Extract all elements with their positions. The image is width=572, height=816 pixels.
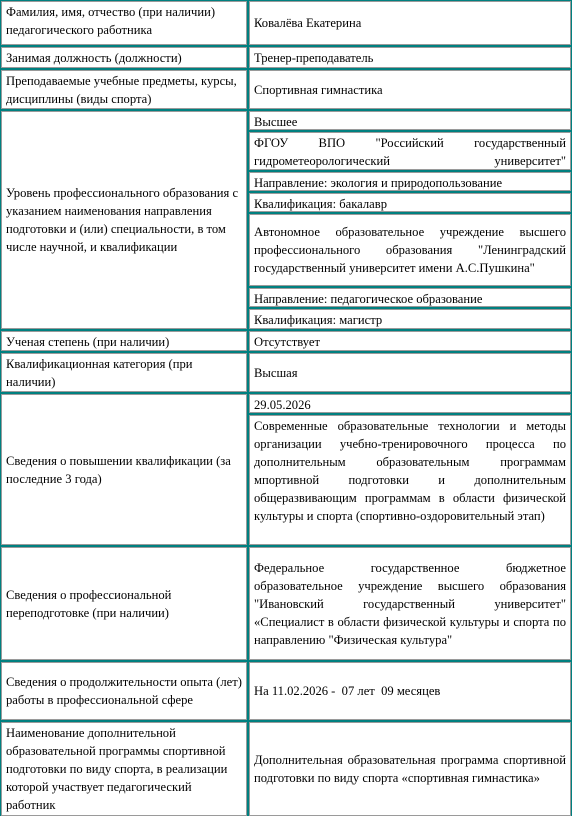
label-academic-degree: Ученая степень (при наличии) — [1, 331, 247, 351]
value-qualification-category-text: Высшая — [254, 365, 298, 380]
label-professional-development — [1, 394, 247, 545]
label-retraining — [1, 547, 247, 660]
value-position: Тренер-преподаватель — [249, 47, 571, 68]
label-position: Занимая должность (должности) — [1, 47, 247, 68]
label-professional-development-text: Сведения о повышении квалификации (за последние 3 года) — [6, 453, 231, 486]
label-retraining-text: Сведения о профессиональной переподготовке (при наличии) — [6, 587, 172, 620]
value-sports-program-text: Дополнительная образовательная программа спортивной подготовки по виду спорта «спортивная гимнастика» — [254, 753, 566, 785]
education-institution-2 — [249, 214, 571, 286]
value-subjects — [249, 70, 571, 109]
label-subjects: Преподаваемые учебные предметы, курсы, дисциплины (виды спорта) — [1, 70, 247, 109]
value-retraining — [249, 547, 571, 660]
value-subjects-text: Спортивная гимнастика — [254, 82, 383, 97]
label-full-name: Фамилия, имя, отчество (при наличии) педагогического работника — [1, 1, 247, 45]
value-qualification-category — [249, 353, 571, 392]
professional-development-course: Современные образовательные технологии и методы организации учебно-тренировочного процесса по дополнительным образовательным программам мпортивной подготовки и дополнительным общеразвивающим программам в области физической культуры и спорта (спортивно-оздоровительный этап) — [249, 415, 571, 545]
label-sports-program: Наименование дополнительной образовательной программы спортивной подготовки по виду спорта, в реализации которой участвует педагогический работник — [1, 722, 247, 816]
label-work-experience-text: Сведения о продолжительности опыта (лет) работы в профессиональной сфере — [6, 675, 242, 707]
education-level: Высшее — [249, 111, 571, 130]
education-institution-2-text: Автономное образовательное учреждение высшего профессионального образования "Ленинградский государственный университет имени А.С.Пушкина" — [254, 225, 566, 275]
education-direction-1: Направление: экология и природопользование — [249, 172, 571, 191]
value-academic-degree: Отсутствует — [249, 331, 571, 351]
value-work-experience-text: На 11.02.2026 - 07 лет 09 месяцев — [254, 684, 441, 698]
education-institution-1: ФГОУ ВПО "Российский государственный гидрометеорологический университет" — [249, 132, 571, 170]
education-direction-2: Направление: педагогическое образование — [249, 288, 571, 307]
education-qualification-1: Квалификация: бакалавр — [249, 193, 571, 212]
value-retraining-text: Федеральное государственное бюджетное образовательное учреждение высшего образования "Ивановский государственный университет" «Специалист в области физической культуры и спорта по направлению "Физическая культура" — [254, 560, 566, 647]
label-education-text: Уровень профессионального образования с указанием наименования направления подготовки и (или) специальности, в том числе научной, и квалификации — [6, 186, 239, 254]
professional-development-date: 29.05.2026 — [249, 394, 571, 413]
label-qualification-category: Квалификационная категория (при наличии) — [1, 353, 247, 392]
value-full-name — [249, 1, 571, 45]
education-qualification-2: Квалификация: магистр — [249, 309, 571, 329]
label-work-experience — [1, 662, 247, 720]
label-education — [1, 111, 247, 329]
value-full-name-text: Ковалёва Екатерина — [254, 16, 362, 30]
value-work-experience — [249, 662, 571, 720]
value-sports-program — [249, 722, 571, 816]
